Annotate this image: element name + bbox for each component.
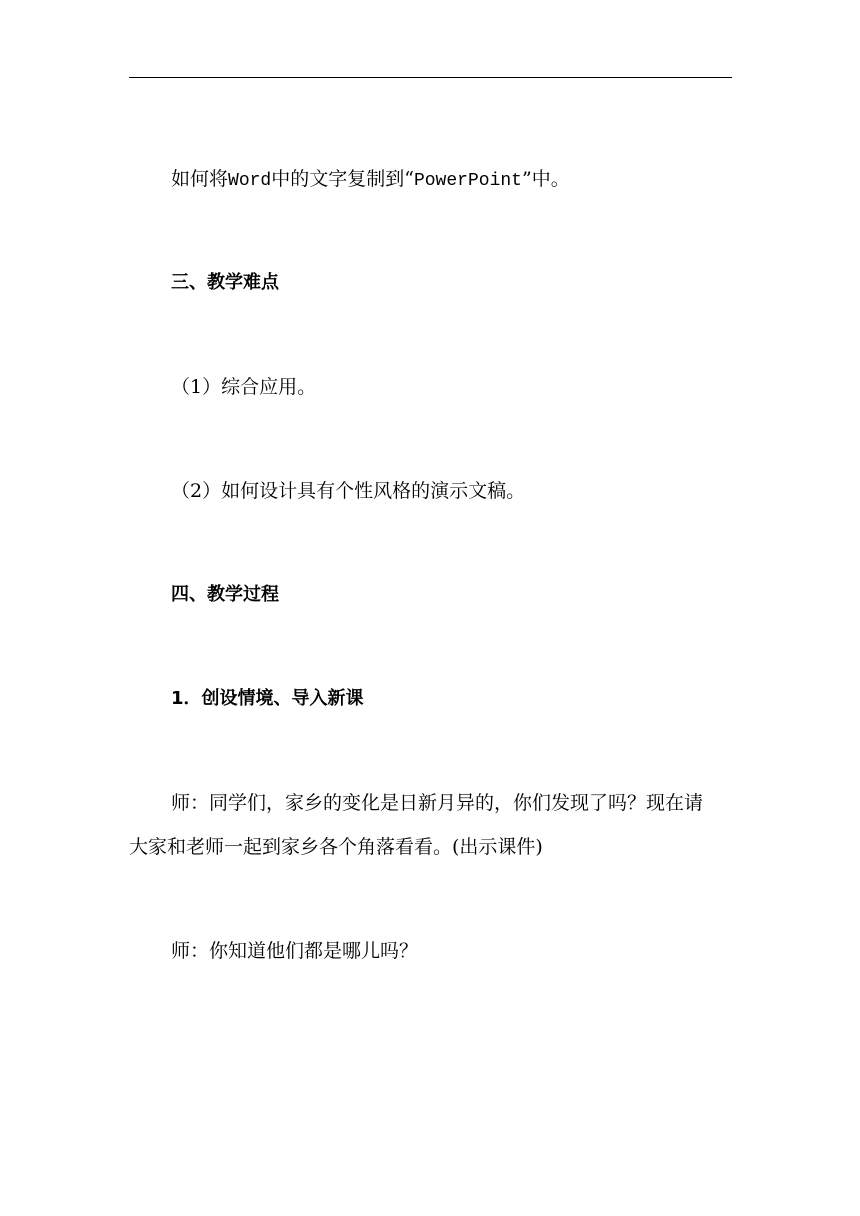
text-segment: 中的文字复制到“ <box>271 168 414 190</box>
paragraph-copy-word-to-ppt <box>129 162 781 198</box>
text-powerpoint: PowerPoint <box>413 171 522 191</box>
heading-teaching-process: 四、教学过程 <box>171 584 279 605</box>
header-rule <box>129 77 732 78</box>
text-segment: ”中。 <box>521 168 570 190</box>
heading-teaching-difficulties: 三、教学难点 <box>171 272 279 293</box>
list-item-2: （2）如何设计具有个性风格的演示文稿。 <box>171 480 526 502</box>
text-word: Word <box>228 171 272 191</box>
text-segment: 如何将 <box>171 168 229 190</box>
teacher-line-1b: 大家和老师一起到家乡各个角落看看。(出示课件) <box>129 836 543 858</box>
teacher-line-2: 师：你知道他们都是哪儿吗？ <box>171 940 419 962</box>
subheading-scenario-intro: 1．创设情境、导入新课 <box>171 688 364 709</box>
list-item-1: （1）综合应用。 <box>171 376 317 398</box>
teacher-line-1a: 师：同学们，家乡的变化是日新月异的，你们发现了吗？现在请 <box>171 792 704 814</box>
